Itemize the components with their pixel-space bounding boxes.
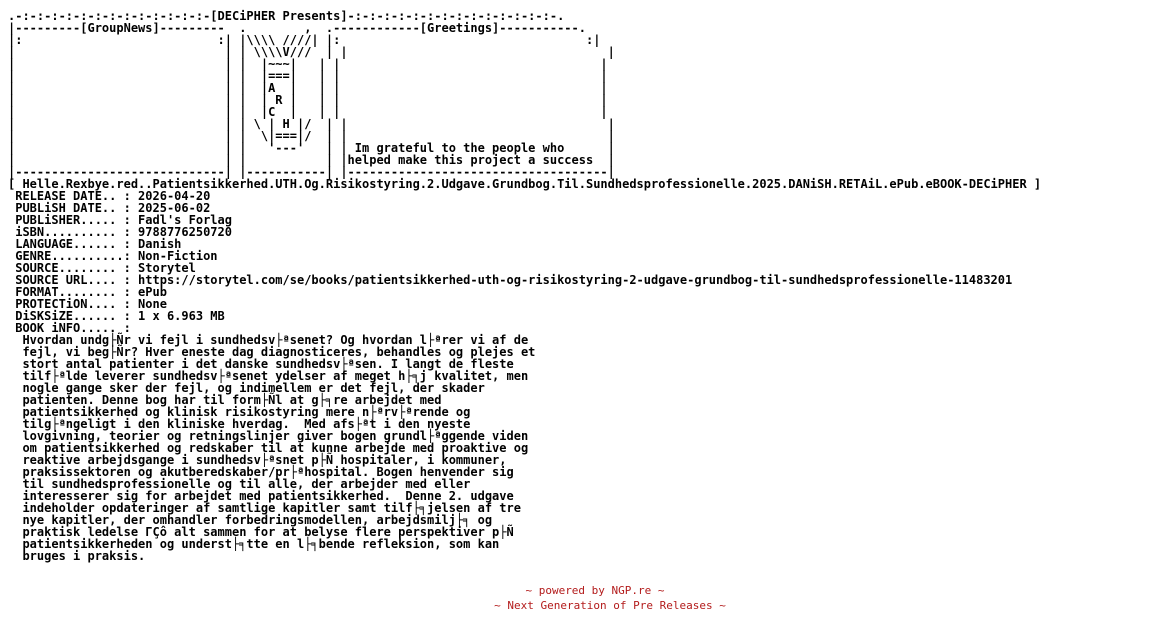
nfo-line: PROTECTiON.... : None (8, 297, 167, 311)
nfo-line: BOOK iNFO..... : (8, 321, 131, 335)
nfo-line: PUBLiSHER..... : Fadl's Forlag (8, 213, 232, 227)
nfo-line: stort antal patienter i det danske sundhedsv├ªsen. I langt de fleste (8, 357, 514, 371)
nfo-line: tilg├ªngeligt i den kliniske hverdag. Med afs├ªt i den nyeste (8, 417, 471, 431)
nfo-line: | | | | |helped make this project a success | (8, 153, 615, 167)
nfo-line: |-----------------------------| |-----------| |------------------------------------| (8, 165, 615, 179)
nfo-line: patientsikkerhed og klinisk risikostyring mere n├ªrv├ªrende og (8, 405, 471, 419)
nfo-text-block (8, 10, 1041, 562)
nfo-line: LANGUAGE...... : Danish (8, 237, 182, 251)
nfo-line: | | | '---' | | Im grateful to the people who | (8, 141, 615, 155)
powered-by-link[interactable]: ~ powered by NGP.re ~ (525, 584, 665, 597)
nfo-line: praksissektoren og akutberedskaber/pr├ªhospital. Bogen henvender sig (8, 465, 514, 479)
nfo-line: patientsikkerheden og underst├╕tte en l├╕bende refleksion, som kan (8, 537, 500, 551)
nfo-line: Hvordan undg├Ñr vi fejl i sundhedsv├ªsenet? Og hvordan l├ªrer vi af de (8, 333, 529, 347)
nfo-line: |---------[GroupNews]--------- . , .------------[Greetings]-----------. (8, 21, 586, 35)
tagline-link[interactable]: ~ Next Generation of Pre Releases ~ (494, 599, 726, 612)
nfo-line: indeholder opdateringer af samtlige kapitler samt tilf├╕jelsen af tre (8, 501, 521, 515)
nfo-line: interesserer sig for arbejdet med patientsikkerhed. Denne 2. udgave (8, 489, 514, 503)
powered-by-footer (0, 584, 1160, 598)
nfo-line: SOURCE........ : Storytel (8, 261, 196, 275)
nfo-line: | | | |===| | | | (8, 69, 608, 83)
nfo-line: fejl, vi beg├Ñr? Hver eneste dag diagnosticeres, behandles og plejes et (8, 345, 536, 359)
nfo-line: | | | | R | | | | (8, 93, 608, 107)
nfo-line: | | | \\\\V/// | | | (8, 45, 615, 59)
nfo-line: til sundhedsprofessionelle og til alle, der arbejder med eller (8, 477, 471, 491)
nfo-line: iSBN.......... : 9788776250720 (8, 225, 232, 239)
nfo-line: patienten. Denne bog har til form├Ñl at g├╕re arbejdet med (8, 393, 442, 407)
nfo-line: DiSKSiZE...... : 1 x 6.963 MB (8, 309, 225, 323)
nfo-line: [ Helle.Rexbye.red..Patientsikkerhed.UTH.Og.Risikostyring.2.Udgave.Grundbog.Til.Sundhedsprofessionelle.2025.DANiSH.RETAiL.ePub.eBOOK-DECiPHER ] (8, 177, 1042, 191)
nfo-line: bruges i praksis. (8, 549, 146, 563)
nfo-line: lovgivning, teorier og retningslinjer giver bogen grundl├ªggende viden (8, 429, 529, 443)
nfo-line: nogle gange sker der fejl, og indimellem er det fejl, der skader (8, 381, 485, 395)
nfo-line: om patientsikkerhed og redskaber til at kunne arbejde med proaktive og (8, 441, 529, 455)
nfo-line: GENRE..........: Non-Fiction (8, 249, 218, 263)
nfo-line: FORMAT........ : ePub (8, 285, 167, 299)
nfo-line: | | | |A | | | | (8, 81, 608, 95)
nfo-line: | | | |C | | | | (8, 105, 608, 119)
nfo-line: .-:-:-:-:-:-:-:-:-:-:-:-:-:-[DECiPHER Presents]-:-:-:-:-:-:-:-:-:-:-:-:-:-:-. (8, 9, 565, 23)
nfo-line: SOURCE URL.... : https://storytel.com/se/books/patientsikkerhed-uth-og-risikostyring-2-udgave-grundbog-til-sundhedsprofessionelle-11483201 (8, 273, 1013, 287)
nfo-line: RELEASE DATE.. : 2026-04-20 (8, 189, 211, 203)
nfo-line: praktisk ledelse ΓÇô alt sammen for at belyse flere perspektiver p├Ñ (8, 525, 514, 539)
nfo-line: | | | |~~~| | | | (8, 57, 608, 71)
nfo-line: PUBLiSH DATE.. : 2025-06-02 (8, 201, 211, 215)
nfo-line: | | | \ | H |/ | | | (8, 117, 615, 131)
nfo-line: reaktive arbejdsgange i sundhedsv├ªsnet p├Ñ hospitaler, i kommuner, (8, 453, 507, 467)
nfo-line: tilf├ªlde leverer sundhedsv├ªsenet ydelser af meget h├╕j kvalitet, men (8, 369, 529, 383)
nfo-line: |: :| |\\\\ ////| |: :| (8, 33, 601, 47)
nfo-line: | | | \|===|/ | | | (8, 129, 615, 143)
nfo-line: nye kapitler, der omhandler forbedringsmodellen, arbejdsmilj├╕ og (8, 513, 493, 527)
tagline-footer (0, 599, 1160, 613)
